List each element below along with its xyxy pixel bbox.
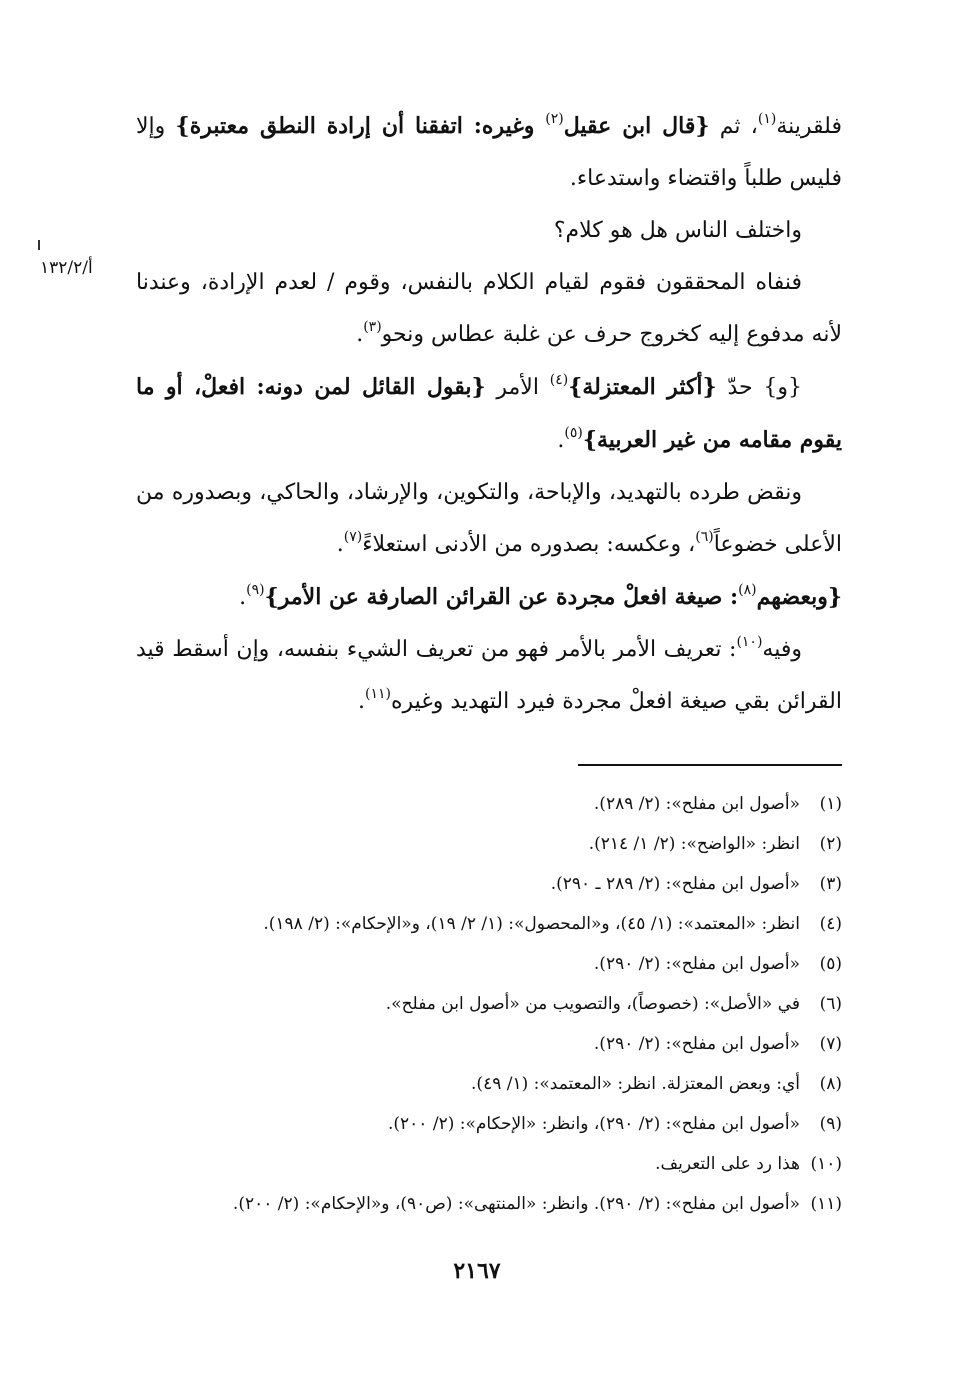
- footnote-number: (٢): [819, 834, 842, 854]
- footnote-number: (٨): [819, 1074, 842, 1094]
- footnote-number: (٥): [819, 954, 842, 974]
- footnote: [136, 1024, 842, 1064]
- commentary-text: .: [356, 322, 364, 347]
- commentary-text: الأمر: [485, 375, 550, 400]
- paragraph: [136, 361, 842, 467]
- footnote-ref: (٧): [343, 529, 363, 545]
- footnote-ref: (٨): [738, 582, 757, 598]
- footnote-number: (١١): [810, 1194, 842, 1214]
- commentary-text: وفيه: [762, 637, 802, 662]
- footnote: [136, 984, 842, 1024]
- footnote: [136, 1104, 842, 1144]
- footnote-text: «أصول ابن مفلح»: (٢/ ٢٩٠).: [593, 1034, 800, 1054]
- commentary-text: فلقرينة: [776, 114, 842, 139]
- footnote-ref: (٢): [545, 111, 564, 127]
- quoted-matn-text: {قال ابن عقيل: [563, 113, 710, 139]
- footnote: [136, 784, 842, 824]
- footnote-text: «أصول ابن مفلح»: (٢/ ٢٩٠)، وانظر: «الإحكام»: (٢/ ٢٠٠).: [387, 1114, 800, 1134]
- quoted-matn-text: {أكثر المعتزلة}: [568, 374, 717, 400]
- commentary-text: فنفاه المحققون فقوم لقيام الكلام بالنفس، وقوم / لعدم الإرادة، وعندنا لأنه مدفوع إليه كخروج حرف عن غلبة عطاس ونحو: [136, 270, 842, 347]
- footnote-number: (٩): [819, 1114, 842, 1134]
- paragraph: [136, 100, 842, 205]
- footnote-separator: [578, 764, 842, 766]
- paragraph: [136, 257, 842, 361]
- footnote-text: «أصول ابن مفلح»: (٢/ ٢٨٩).: [593, 794, 800, 814]
- quoted-matn-text: وغيره: اتفقنا أن إرادة النطق معتبرة}: [175, 113, 546, 139]
- footnote: [136, 1064, 842, 1104]
- paragraph: [136, 624, 842, 728]
- footnote-text: هذا رد على التعريف.: [655, 1154, 800, 1174]
- commentary-text: ونقض طرده بالتهديد، والإباحة، والتكوين، والإرشاد، والحاكي، وبصدوره من الأعلى خضوعاً: [136, 480, 842, 557]
- commentary-text: {و} حدّ: [716, 375, 802, 400]
- footnote: [136, 864, 842, 904]
- footnote-text: انظر: «الواضح»: (٢/ ١/ ٢١٤).: [588, 834, 800, 854]
- footnotes-list: [136, 784, 842, 1224]
- commentary-text: واختلف الناس هل هو كلام؟: [553, 218, 802, 243]
- footnote-ref: (١): [757, 111, 777, 127]
- footnote-text: «أصول ابن مفلح»: (٢/ ٢٨٩ ـ ٢٩٠).: [550, 874, 800, 894]
- footnote-number: (٤): [819, 914, 842, 934]
- quoted-matn-text: {بقول القائل لمن دونه: افعلْ، أو ما يقوم مقامه من غير العربية}: [136, 374, 842, 453]
- footnote-number: (١٠): [810, 1154, 842, 1174]
- paragraph: [136, 467, 842, 571]
- footnote-number: (١): [819, 794, 842, 814]
- footnote: [136, 1144, 842, 1184]
- footnote-text: أي: وبعض المعتزلة. انظر: «المعتمد»: (١/ ٤٩).: [471, 1074, 800, 1094]
- footnote-number: (٦): [819, 994, 842, 1014]
- commentary-text: .: [336, 532, 344, 557]
- commentary-text: ، وعكسه: بصدوره من الأدنى استعلاءً: [362, 532, 696, 557]
- footnote: [136, 824, 842, 864]
- footnote: [136, 904, 842, 944]
- footnote-ref: (٣): [363, 319, 382, 335]
- footnote-text: في «الأصل»: (خصوصاً)، والتصويب من «أصول ابن مفلح».: [385, 994, 800, 1014]
- footnote-ref: (٤): [549, 372, 569, 388]
- quoted-matn-text: {وبعضهم: [756, 584, 842, 610]
- footnote-number: (٧): [819, 1034, 842, 1054]
- manuscript-folio-note: أ/١٣٢/٢: [40, 258, 93, 278]
- footnote-ref: (٥): [564, 425, 583, 441]
- commentary-text: .: [357, 689, 365, 714]
- footnote: [136, 1184, 842, 1224]
- footnote-text: انظر: «المعتمد»: (١/ ٤٥)، و«المحصول»: (١/ ٢/ ١٩)، و«الإحكام»: (٢/ ١٩٨).: [263, 914, 800, 934]
- footnote-ref: (١١): [364, 686, 391, 702]
- footnote: [136, 944, 842, 984]
- footnote-text: «أصول ابن مفلح»: (٢/ ٢٩٠). وانظر: «المنتهى»: (ص٩٠)، و«الإحكام»: (٢/ ٢٠٠).: [232, 1194, 800, 1214]
- footnote-number: (٣): [819, 874, 842, 894]
- footnote-ref: (٦): [695, 529, 714, 545]
- main-text: [136, 100, 842, 728]
- quoted-matn-text: : صيغة افعلْ مجردة عن القرائن الصارفة عن الأمر}: [264, 584, 739, 610]
- footnote-text: «أصول ابن مفلح»: (٢/ ٢٩٠).: [593, 954, 800, 974]
- footnote-ref: (٩): [246, 582, 265, 598]
- page-number: ٢١٦٧: [453, 1258, 501, 1284]
- commentary-text: ، ثم: [709, 114, 758, 139]
- paragraph: [136, 571, 842, 624]
- margin-mark: [38, 240, 40, 250]
- commentary-text: : تعريف الأمر بالأمر فهو من تعريف الشيء بنفسه، وإن أسقط قيد القرائن بقي صيغة افعلْ مجردة فيرد التهديد وغيره: [136, 637, 842, 714]
- paragraph: [136, 205, 842, 257]
- commentary-text: .: [557, 428, 565, 453]
- footnote-ref: (١٠): [736, 634, 763, 650]
- commentary-text: .: [239, 585, 247, 610]
- commentary-text: وإلا فليس طلباً واقتضاء واستدعاء.: [136, 114, 842, 191]
